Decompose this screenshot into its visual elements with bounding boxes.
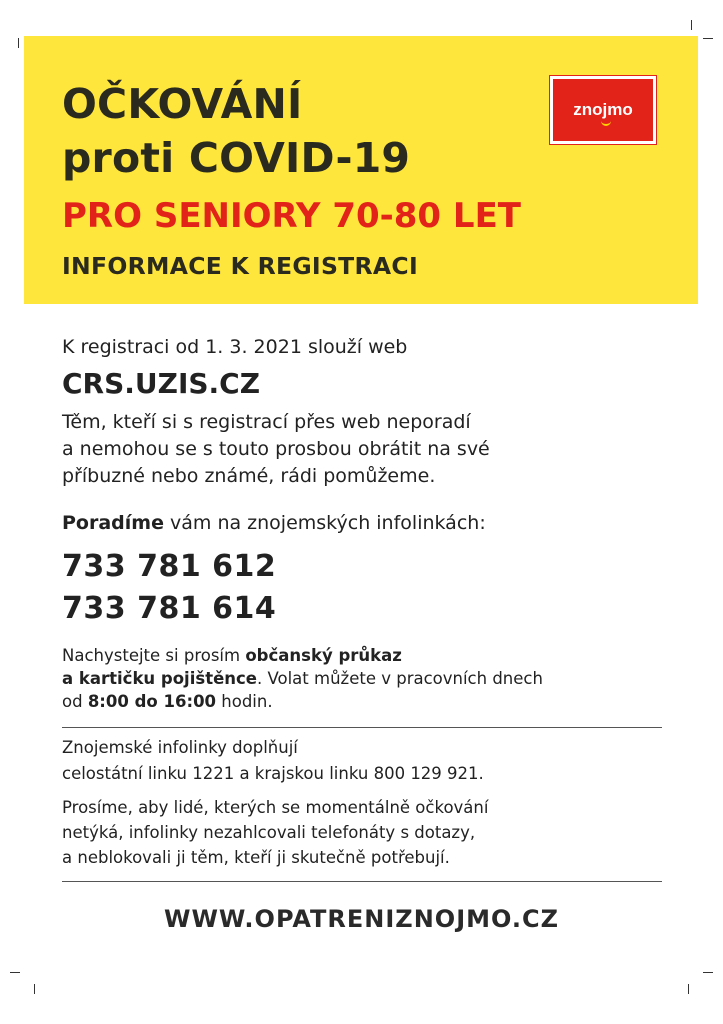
- help-line: příbuzné nebo známé, rádi pomůžeme.: [62, 465, 436, 487]
- infoline-text: Znojemské infolinky doplňují: [62, 738, 298, 757]
- crop-mark: [691, 20, 692, 30]
- request-text: netýká, infolinky nezahlcovali telefonáty s dotazy,: [62, 823, 476, 842]
- prepare-bold: 8:00 do 16:00: [87, 692, 217, 711]
- request-text: Prosíme, aby lidé, kterých se momentálně očkování: [62, 798, 489, 817]
- prepare-text: . Volat můžete v pracovních dnech: [257, 669, 543, 688]
- advice-rest: vám na znojemských infolinkách:: [163, 512, 486, 534]
- header-banner: [24, 36, 698, 304]
- divider: [62, 881, 662, 882]
- crop-mark: [688, 984, 689, 994]
- crop-mark: [703, 972, 713, 973]
- crop-mark: [10, 972, 20, 973]
- registration-web: CRS.UZIS.CZ: [62, 367, 261, 400]
- help-line: a nemohou se s touto prosbou obrátit na své: [62, 438, 490, 460]
- help-line: Těm, kteří si s registrací přes web neporadí: [62, 411, 471, 433]
- prepare-line: [62, 666, 543, 691]
- title-line-2: proti COVID-19: [62, 134, 411, 182]
- crop-mark: [703, 38, 713, 39]
- advice-line: [62, 510, 486, 537]
- prepare-text: od: [62, 692, 88, 711]
- request-text: a neblokovali ji těm, kteří ji skutečně potřebují.: [62, 848, 450, 867]
- prepare-line: [62, 689, 273, 714]
- footer-web-link[interactable]: WWW.OPATRENIZNOJMO.CZ: [163, 905, 560, 933]
- subtitle: PRO SENIORY 70-80 LET: [62, 196, 521, 236]
- phone-number: 733 781 614: [62, 591, 277, 626]
- logo-smile-icon: [601, 119, 611, 126]
- phone-number: 733 781 612: [62, 549, 277, 584]
- znojmo-logo: [550, 76, 656, 144]
- registration-intro: K registraci od 1. 3. 2021 slouží web: [62, 336, 408, 358]
- crop-mark: [34, 984, 35, 994]
- infoline-text: celostátní linku 1221 a krajskou linku 800 129 921.: [62, 764, 484, 783]
- prepare-bold: občanský průkaz: [245, 646, 402, 665]
- crop-mark: [18, 38, 19, 48]
- info-heading: INFORMACE K REGISTRACI: [62, 252, 418, 280]
- prepare-text: hodin.: [216, 692, 273, 711]
- prepare-text: Nachystejte si prosím: [62, 646, 246, 665]
- divider: [62, 727, 662, 728]
- advice-bold: Poradíme: [62, 512, 164, 534]
- prepare-bold: a kartičku pojištěnce: [62, 669, 257, 688]
- title-line-1: OČKOVÁNÍ: [62, 80, 303, 128]
- logo-text: znojmo: [573, 100, 633, 119]
- prepare-line: [62, 643, 402, 668]
